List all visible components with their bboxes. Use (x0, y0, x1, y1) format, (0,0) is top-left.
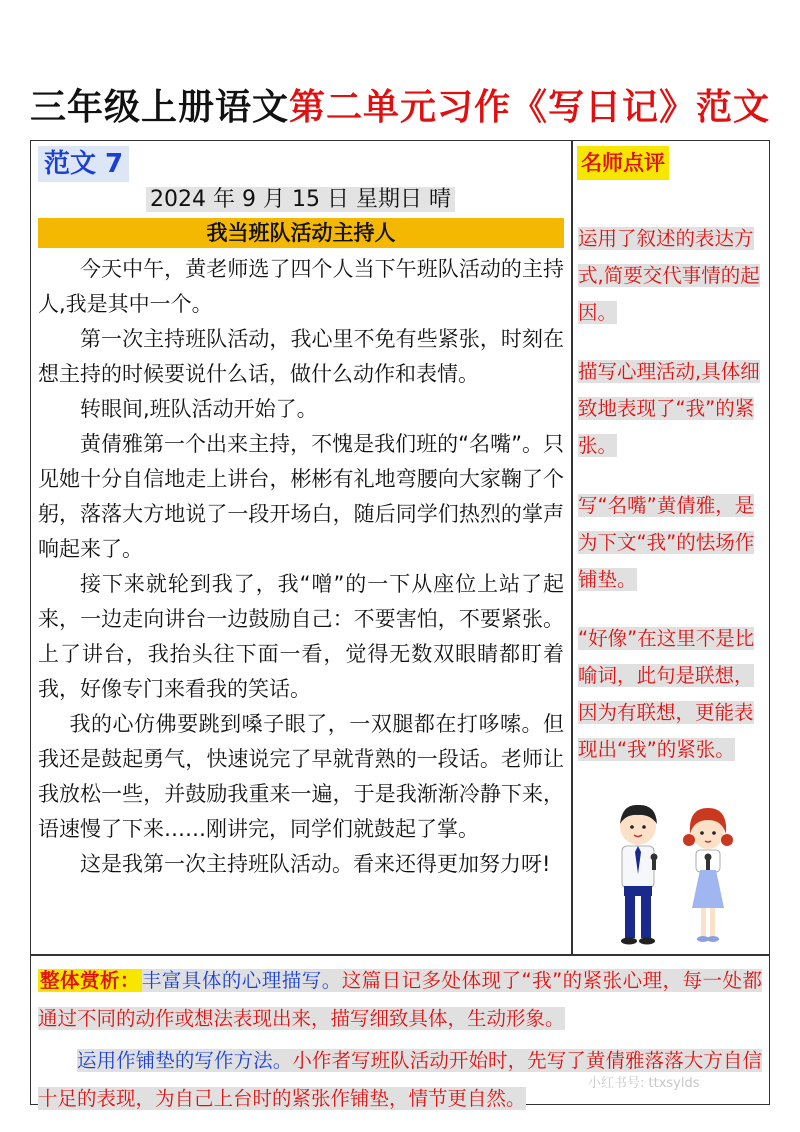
title-part-black: 三年级上册语文 (29, 87, 289, 128)
essay-title: 我当班队活动主持人 (38, 218, 564, 248)
boy-host-figure (620, 805, 658, 945)
diary-date-text: 2024 年 9 月 15 日 星期日 晴 (146, 187, 455, 212)
hosts-illustration (600, 800, 750, 950)
overall-analysis (38, 962, 762, 1118)
diary-date (30, 184, 571, 216)
comment-text: 描写心理活动,具体细致地表现了“我”的紧张。 (578, 360, 760, 457)
essay-paragraph: 接下来就轮到我了，我“噌”的一下从座位上站了起来，一边走向讲台一边鼓励自己：不要害怕，不要紧张。上了讲台，我抬头往下面一看，觉得无数双眼睛都盯着我，好像专门来看我的笑话。 (38, 572, 564, 701)
essay-paragraph: 这是我第一次主持班队活动。看来还得更加努力呀! (80, 852, 551, 876)
essay-paragraph: 转眼间,班队活动开始了。 (80, 397, 318, 421)
analysis-point-1-text: 这篇日记多处体现了“我”的紧张心理，每一处都通过不同的动作或想法表现出来，描写细致具体，生动形象。 (38, 969, 762, 1030)
essay-body (38, 252, 564, 882)
title-part-red: 第二单元习作《写日记》范文 (289, 87, 771, 128)
column-divider (571, 140, 573, 955)
comment-text: 运用了叙述的表达方式,简要交代事情的起因。 (578, 227, 760, 324)
comment-text: “好像”在这里不是比喻词，此句是联想，因为有联想，更能表现出“我”的紧张。 (578, 627, 755, 761)
sample-label: 范文 7 (38, 146, 129, 182)
essay-paragraph: 今天中午，黄老师选了四个人当下午班队活动的主持人,我是其中一个。 (38, 257, 564, 316)
page-title (0, 84, 800, 132)
analysis-point-2-text: 小作者写班队活动开始时，先写了黄倩雅落落大方自信十足的表现，为自己上台时的紧张作铺垫，情节更自然。 (38, 1049, 762, 1110)
essay-paragraph: 黄倩雅第一个出来主持，不愧是我们班的“名嘴”。只见她十分自信地走上讲台，彬彬有礼地弯腰向大家鞠了个躬，落落大方地说了一段开场白，随后同学们热烈的掌声响起来了。 (38, 432, 564, 561)
section-divider (30, 954, 770, 956)
analysis-point-1 (38, 962, 762, 1038)
comment-item (578, 220, 764, 331)
analysis-label: 整体赏析： (40, 969, 140, 992)
comment-heading: 名师点评 (577, 146, 669, 180)
analysis-point-1-title: 丰富具体的心理描写。 (141, 969, 342, 992)
comment-item (578, 620, 764, 768)
comment-item (578, 487, 764, 598)
comment-text: 写“名嘴”黄倩雅，是为下文“我”的怯场作铺垫。 (578, 494, 755, 591)
watermark: 小红书号: ttxsylds (588, 1076, 700, 1091)
girl-host-figure (683, 808, 733, 942)
comment-item (578, 353, 764, 464)
essay-paragraph: 第一次主持班队活动，我心里不免有些紧张，时刻在想主持的时候要说什么话，做什么动作和表情。 (38, 327, 564, 386)
analysis-point-2-title: 运用作铺垫的写作方法。 (77, 1049, 293, 1072)
essay-paragraph: 我的心仿佛要跳到嗓子眼了，一双腿都在打哆嗦。但我还是鼓起勇气，快速说完了早就背熟的一段话。老师让我放松一些，并鼓励我重来一遍，于是我渐渐冷静下来，语速慢了下来……刚讲完，同学们就鼓起了掌。 (38, 712, 564, 841)
